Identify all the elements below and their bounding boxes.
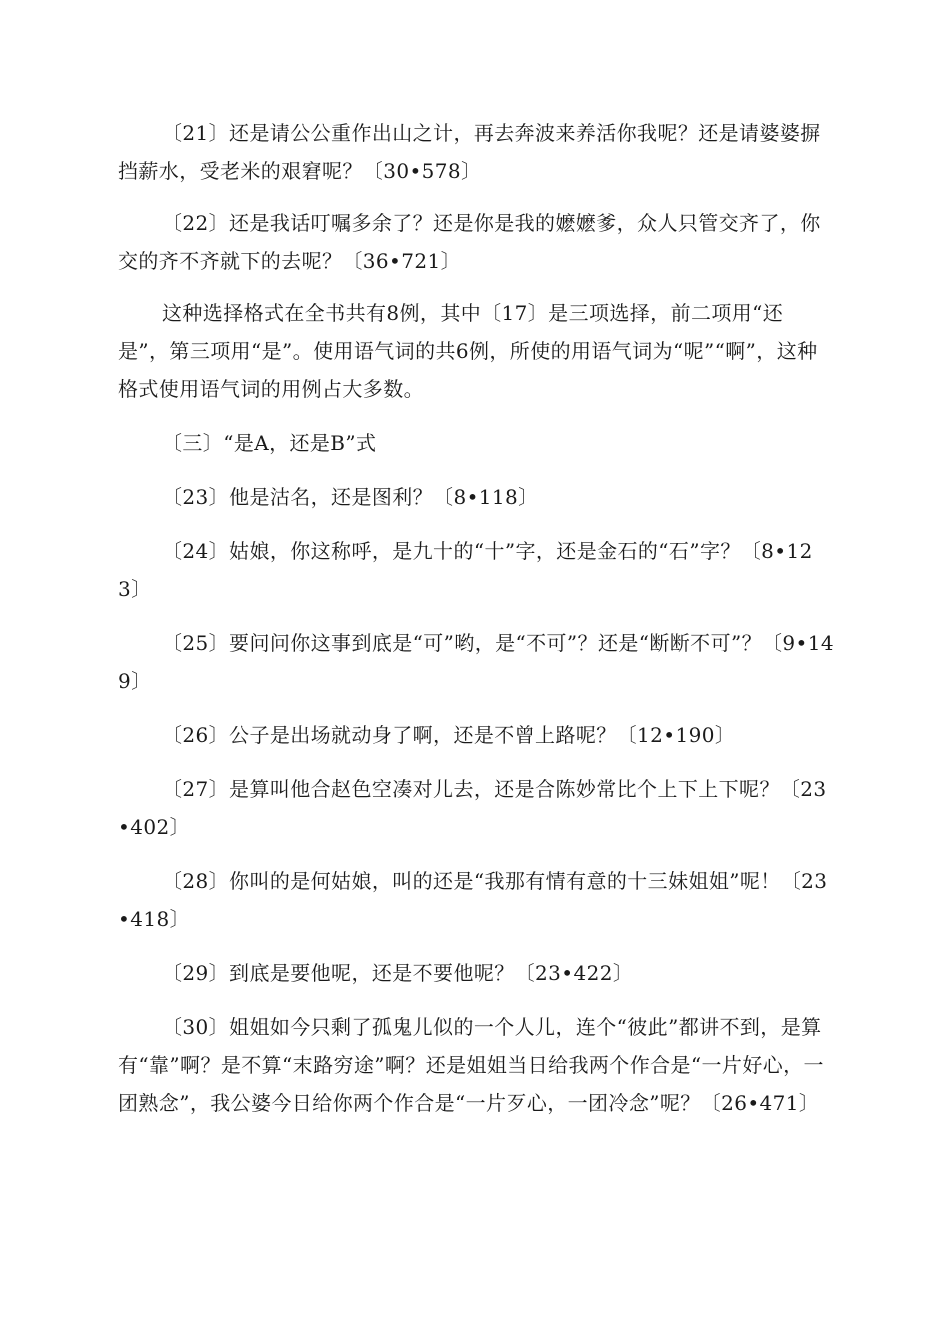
example-22: 〔22〕还是我话叮嘱多余了？还是你是我的嬷嬷爹，众人只管交齐了，你交的齐不齐就下的去呢？〔36•721〕 xyxy=(118,211,821,273)
example-28: 〔28〕你叫的是何姑娘，叫的还是“我那有情有意的十三妹姐姐”呢！〔23•418〕 xyxy=(118,869,828,931)
example-27: 〔27〕是算叫他合赵色空凑对儿去，还是合陈妙常比个上下上下呢？〔23•402〕 xyxy=(118,777,827,839)
summary-paragraph: 这种选择格式在全书共有8例，其中〔17〕是三项选择，前二项用“还是”，第三项用“是”。使用语气词的共6例，所使的用语气词为“呢”“啊”，这种格式使用语气词的用例占大多数。 xyxy=(118,301,818,401)
example-21: 〔21〕还是请公公重作出山之计，再去奔波来养活你我呢？还是请婆婆摒挡薪水，受老米的艰窘呢？〔30•578〕 xyxy=(118,121,821,183)
example-29: 〔29〕到底是要他呢，还是不要他呢？〔23•422〕 xyxy=(162,961,634,985)
example-23: 〔23〕他是沽名，还是图利？〔8•118〕 xyxy=(162,485,539,509)
example-30: 〔30〕姐姐如今只剩了孤鬼儿似的一个人儿，连个“彼此”都讲不到，是算有“靠”啊？是不算“末路穷途”啊？还是姐姐当日给我两个作合是“一片好心，一团熟念”，我公婆今日给你两个作合是“一片歹心，一团冷念”呢？〔26•471〕 xyxy=(118,1015,824,1115)
example-24: 〔24〕姑娘，你这称呼，是九十的“十”字，还是金石的“石”字？〔8•123〕 xyxy=(118,539,813,601)
example-25: 〔25〕要问问你这事到底是“可”哟，是“不可”？还是“断断不可”？〔9•149〕 xyxy=(118,631,834,693)
section-heading: 〔三〕“是A，还是B”式 xyxy=(162,431,377,455)
example-26: 〔26〕公子是出场就动身了啊，还是不曾上路呢？〔12•190〕 xyxy=(162,723,736,747)
